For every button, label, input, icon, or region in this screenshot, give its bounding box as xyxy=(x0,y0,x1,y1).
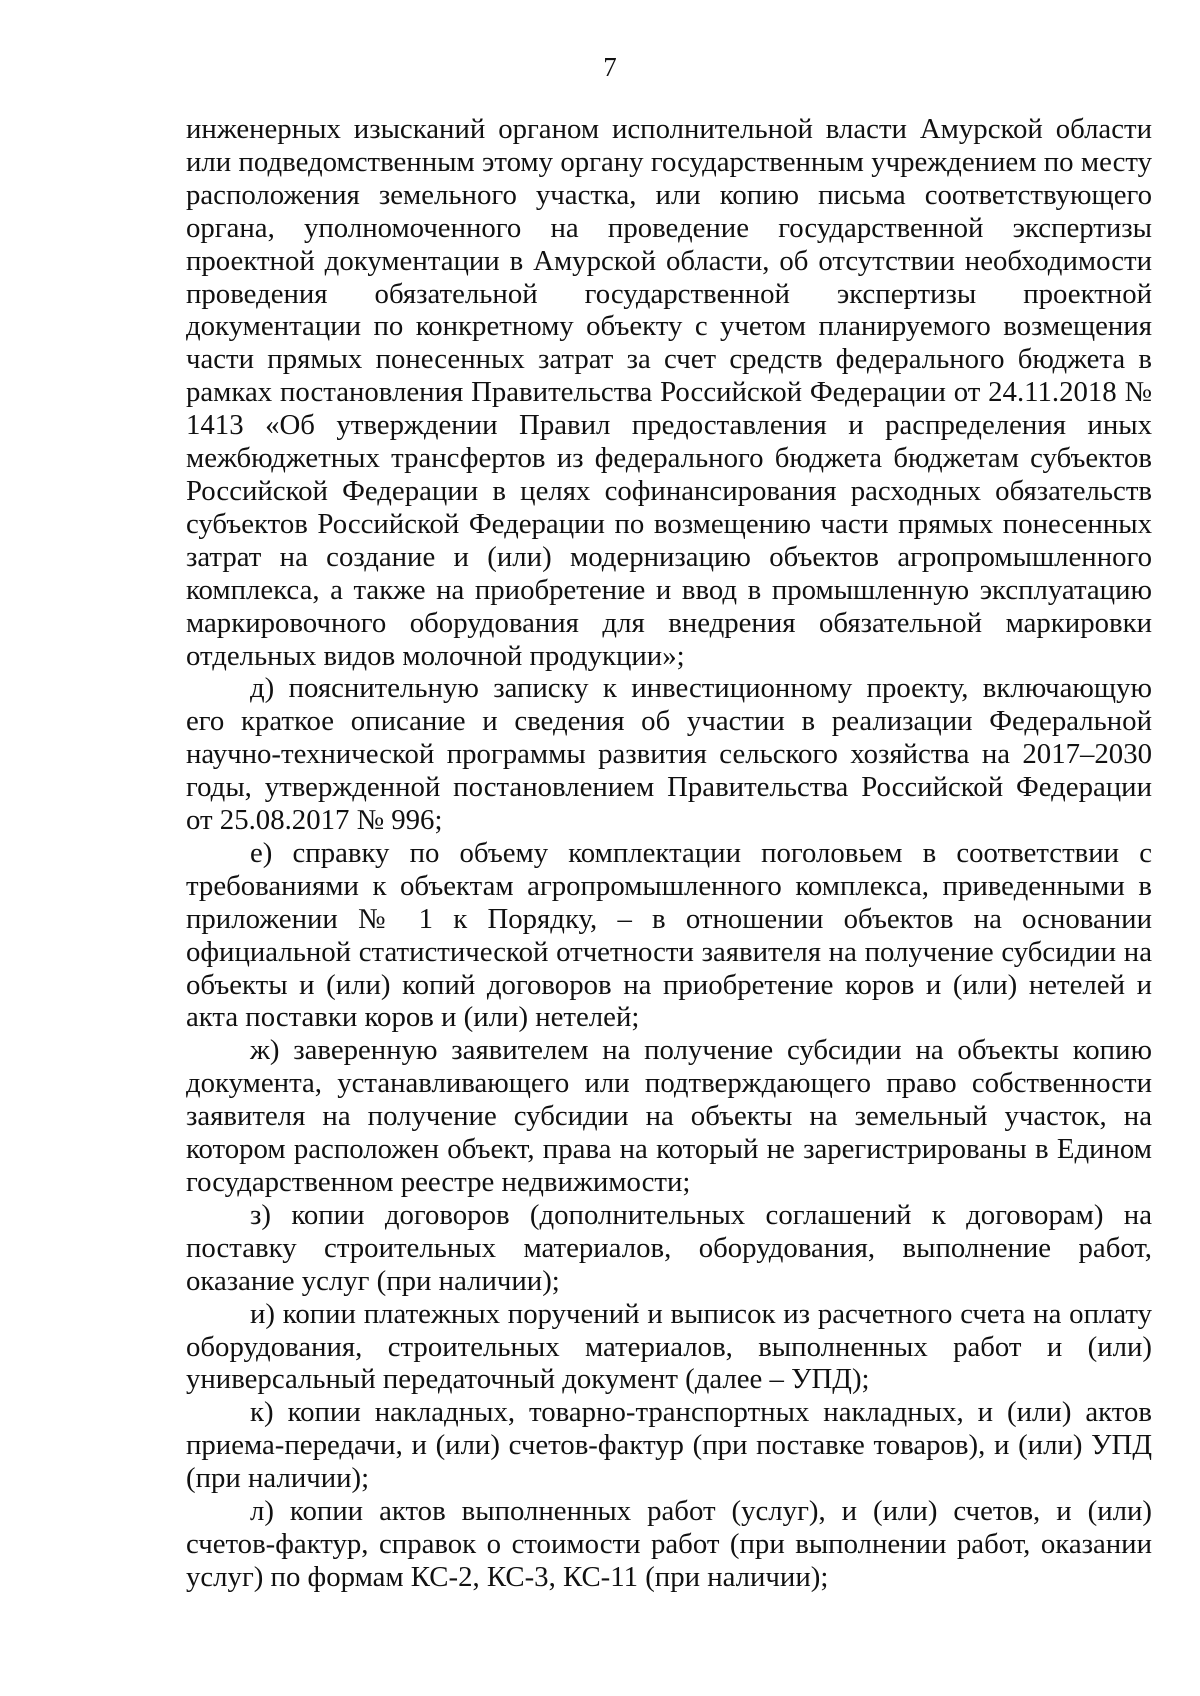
paragraph-item-zh: ж) заверенную заявителем на получение субсидии на объекты копию документа, устанавливающего или подтверждающего право собственности заявителя на получение субсидии на объекты на земельный участок, на котором расположен объект, права на который не зарегистрированы в Едином государственном реестре недвижимости; xyxy=(186,1034,1152,1198)
paragraph-item-l: л) копии актов выполненных работ (услуг), и (или) счетов, и (или) счетов-фактур, справок о стоимости работ (при выполнении работ, оказании услуг) по формам КС-2, КС-3, КС-11 (при наличии); xyxy=(186,1495,1152,1593)
paragraph-item-d: д) пояснительную записку к инвестиционному проекту, включающую его краткое описание и сведения об участии в реализации Федеральной научно-технической программы развития сельского хозяйства на 2017–2030 годы, утвержденной постановлением Правительства Российской Федерации от 25.08.2017 № 996; xyxy=(186,672,1152,837)
page-number: 7 xyxy=(603,52,617,82)
paragraph-item-i: и) копии платежных поручений и выписок из расчетного счета на оплату оборудования, строительных материалов, выполненных работ и (или) универсальный передаточный документ (далее – УПД); xyxy=(186,1297,1152,1396)
paragraph-continuation: инженерных изысканий органом исполнительной власти Амурской области или подведомственным этому органу государственным учреждением по месту расположения земельного участка, или копию письма соответствующего органа, уполномоченного на проведение государственной экспертизы проектной документации в Амурской области, об отсутствии необходимости проведения обязательной государственной экспертизы проектной документации по конкретному объекту с учетом планируемого возмещения части прямых понесенных затрат за счет средств федерального бюджета в рамках постановления Правительства Российской Федерации от 24.11.2018 № 1413 «Об утверждении Правил предоставления и распределения иных межбюджетных трансфертов из федерального бюджета бюджетам субъектов Российской Федерации в целях софинансирования расходных обязательств субъектов Российской Федерации по возмещению части прямых понесенных затрат на создание и (или) модернизацию объектов агропромышленного комплекса, а также на приобретение и ввод в промышленную эксплуатацию маркировочного оборудования для внедрения обязательной маркировки отдельных видов молочной продукции»; xyxy=(186,113,1152,672)
paragraph-item-e: е) справку по объему комплектации поголовьем в соответствии с требованиями к объектам агропромышленного комплекса, приведенными в приложении № 1 к Порядку, – в отношении объектов на основании официальной статистической отчетности заявителя на получение субсидии на объекты и (или) копий договоров на приобретение коров и (или) нетелей и акта поставки коров и (или) нетелей; xyxy=(186,836,1152,1034)
paragraph-item-z: з) копии договоров (дополнительных соглашений к договорам) на поставку строительных материалов, оборудования, выполнение работ, оказание услуг (при наличии); xyxy=(186,1198,1152,1297)
paragraph-item-k: к) копии накладных, товарно-транспортных накладных, и (или) актов приема-передачи, и (или) счетов-фактур (при поставке товаров), и (или) УПД (при наличии); xyxy=(186,1396,1152,1495)
document-body xyxy=(186,113,1152,1594)
